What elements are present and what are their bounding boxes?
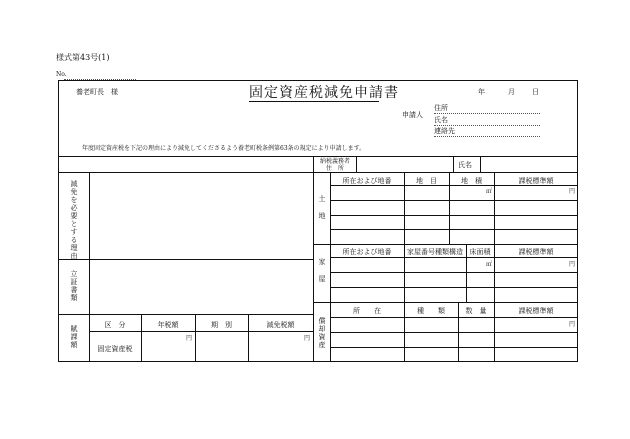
land-header-category: 地 目 <box>416 177 437 185</box>
page-title: 固定資産税減免申請書 <box>249 85 399 101</box>
depreciable-label: 償却資産 <box>318 317 326 349</box>
taxpayer-address-label <box>316 158 357 172</box>
applicant-contact-label: 連絡先 <box>434 127 455 135</box>
tax-row-label: 固定資産税 <box>97 345 133 353</box>
addressee: 養老町長 様 <box>76 88 118 96</box>
tax-header-period: 期 別 <box>211 321 232 329</box>
house-bottom-line <box>313 302 578 303</box>
house-row-line-3 <box>330 287 578 288</box>
house-header-location: 所在および地番 <box>342 248 392 256</box>
land-yen: 円 <box>569 188 576 195</box>
house-header-floor: 床面積 <box>469 248 491 256</box>
land-header-standard: 課税標準額 <box>518 177 554 185</box>
land-row-line-2 <box>330 200 578 201</box>
land-area-unit: ㎡ <box>486 188 493 195</box>
land-row-line-1 <box>330 185 578 186</box>
dep-row-line-3 <box>330 347 578 348</box>
tax-header-exemption: 減免税額 <box>266 321 295 329</box>
applicant-contact-line <box>434 136 540 137</box>
left-top-line <box>58 172 313 173</box>
applicant-address-line <box>434 113 540 114</box>
land-label: 土地 <box>318 195 326 229</box>
taxpayer-name-label: 氏名 <box>458 161 472 169</box>
date-year: 年 <box>478 88 485 96</box>
house-label: 家屋 <box>318 258 326 292</box>
land-bottom-line <box>313 244 578 245</box>
reason-bottom-line <box>58 259 313 260</box>
house-header-standard: 課税標準額 <box>518 248 554 256</box>
land-row-line-3 <box>330 215 578 216</box>
dep-header-quantity: 数 量 <box>465 307 487 315</box>
left-label-col-line <box>89 172 90 362</box>
tax-exemption-yen: 円 <box>304 335 311 342</box>
house-area-unit: ㎡ <box>486 261 493 268</box>
date-day: 日 <box>532 88 539 96</box>
dep-yen: 円 <box>569 321 576 328</box>
land-header-area: 地 積 <box>461 177 482 185</box>
tax-annual-yen: 円 <box>186 335 193 342</box>
tax-header-annual: 年税額 <box>157 321 179 329</box>
taxpayer-col-2 <box>453 156 454 172</box>
evidence-label: 立証書類 <box>70 270 78 302</box>
house-row-line-1 <box>330 257 578 258</box>
date-month: 月 <box>508 88 515 96</box>
taxpayer-bottom-line <box>313 172 578 173</box>
dep-header-standard: 課税標準額 <box>518 307 554 315</box>
house-yen: 円 <box>569 261 576 268</box>
application-statement: 年度固定資産税を下記の理由により減免してくださるよう養老町税条例第63条の規定により申請します。 <box>82 145 366 152</box>
tax-header-category: 区 分 <box>104 321 126 329</box>
house-header-number: 家屋番号種類構造 <box>407 248 463 256</box>
dep-header-location: 所 在 <box>353 307 381 315</box>
dep-header-type: 種 類 <box>417 307 445 315</box>
taxpayer-col-1 <box>356 156 357 172</box>
evidence-bottom-line <box>58 314 313 315</box>
form-number: 様式第43号(1) <box>56 53 110 62</box>
dep-row-line-2 <box>330 332 578 333</box>
title-underline <box>249 101 379 102</box>
dep-row-line-1 <box>330 317 578 318</box>
tax-header-line <box>89 331 313 332</box>
table-top-line <box>58 156 578 157</box>
no-label: No. <box>56 71 67 78</box>
reason-label: 減免を必要とする理由 <box>70 180 78 260</box>
applicant-name-label: 氏名 <box>434 116 448 124</box>
applicant-label: 申請人 <box>402 111 423 119</box>
taxpayer-col-3 <box>480 156 481 172</box>
taxpayer-address-text: 納税義務者 住 所 <box>319 158 357 172</box>
house-row-line-2 <box>330 272 578 273</box>
land-header-location: 所在および地番 <box>342 177 392 185</box>
applicant-address-label: 住所 <box>434 104 448 112</box>
land-row-line-4 <box>330 229 578 230</box>
tax-section-label: 賦課額 <box>70 325 78 349</box>
left-right-divider <box>313 156 314 362</box>
